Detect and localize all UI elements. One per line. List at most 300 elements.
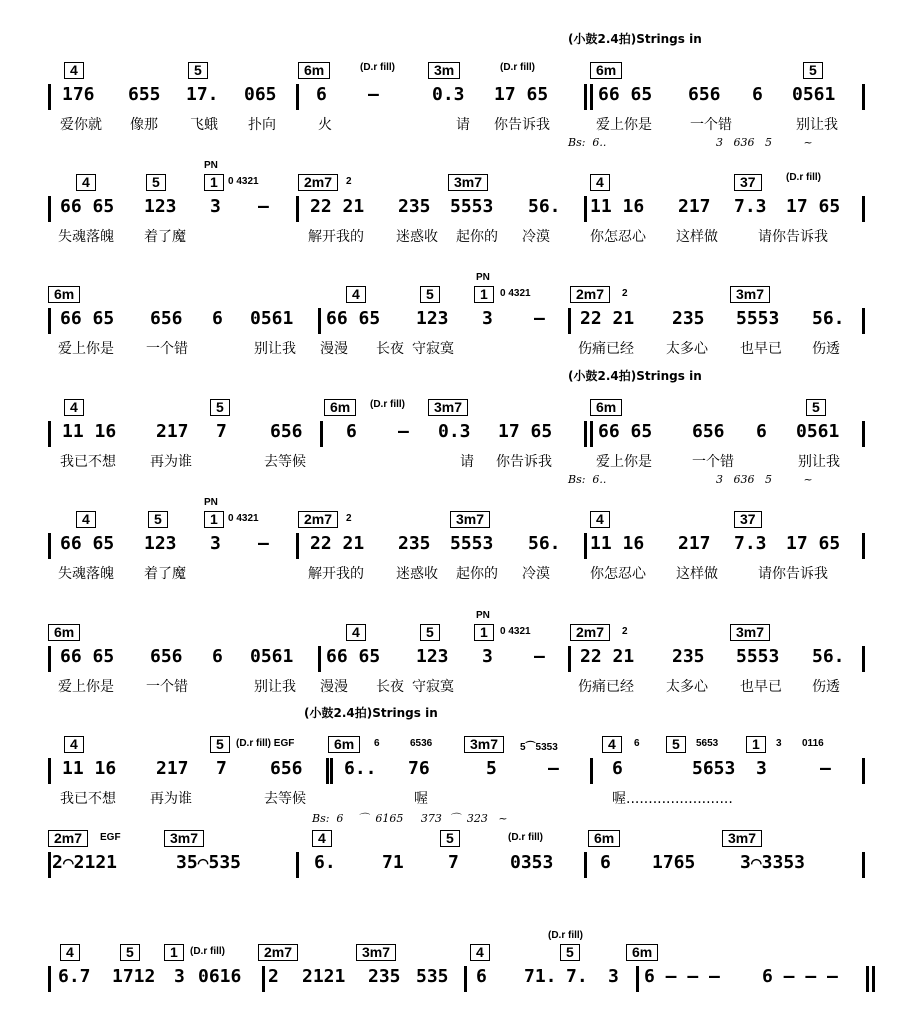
note-group: 6 [476,966,487,987]
lyric: 这样做 [676,229,718,245]
lyric: 守寂寞 [412,679,454,695]
note-group: 7.3 [734,533,767,554]
performance-mark: 2 [622,626,628,637]
bass-line: Bs: 6.. [568,473,607,486]
note-group: 656 [692,421,725,442]
chord-box: 5 [120,944,140,961]
barline [636,966,639,992]
note-group: 217 [678,196,711,217]
note-group: 235 [368,966,401,987]
score-system [0,487,912,587]
score-system [0,262,912,362]
barline [584,533,587,559]
chord-box: 2m7 [298,511,338,528]
chord-box: 4 [64,736,84,753]
note-group: – [258,196,269,217]
lyric: 我已不想 [60,454,116,470]
performance-mark: 2 [346,176,352,187]
note-group: 0561 [250,308,294,329]
chord-box: 6m [590,399,622,416]
chord-box: 4 [590,174,610,191]
note-group: 3 [482,646,493,667]
note-group: 235 [398,196,431,217]
note-row [0,84,912,110]
lyric: 也早已 [740,679,782,695]
note-group: 6.. [344,758,377,779]
barline [584,852,587,878]
performance-mark: (D.r fill) [370,399,405,410]
note-group: 123 [416,308,449,329]
performance-mark: (D.r fill) [548,930,583,941]
performance-mark: (D.r fill) [508,832,543,843]
note-group: 56. [812,308,845,329]
chord-box: 5 [210,736,230,753]
lyric: 你告诉我 [496,454,552,470]
note-group: 17. [186,84,219,105]
chord-box: 6m [48,624,80,641]
note-group: 7 [216,421,227,442]
note-group: 123 [144,196,177,217]
bass-line: 3 636 5 ~ [716,136,813,149]
barline [318,646,321,672]
lyric: 也早已 [740,341,782,357]
barline [296,196,299,222]
chord-box: 1 [204,511,224,528]
chord-box: 4 [64,399,84,416]
chord-box: 4 [602,736,622,753]
score-system [0,600,912,700]
barline [296,533,299,559]
lyric: 别让我 [798,454,840,470]
note-group: 22 21 [310,196,365,217]
note-group: 1712 [112,966,156,987]
note-group: 3 [756,758,767,779]
note-group: – [820,758,831,779]
barline [296,84,299,110]
note-group: 17 65 [786,533,841,554]
chord-box: 3m7 [428,399,468,416]
performance-mark: EGF [100,832,121,843]
barline [862,421,865,447]
chord-box: 3m7 [448,174,488,191]
note-row [0,308,912,334]
chord-box: 4 [60,944,80,961]
note-group: 7.3 [734,196,767,217]
note-group: 3 [210,533,221,554]
lyric: 去等候 [264,791,306,807]
note-group: 66 65 [60,646,115,667]
note-group: 3 [608,966,619,987]
lyric: 请你告诉我 [758,566,828,582]
chord-box: 5 [440,830,460,847]
note-group: 76 [408,758,430,779]
chord-box: 4 [346,286,366,303]
performance-mark: PN [476,610,490,621]
chord-box: 2m7 [570,624,610,641]
note-group: 5653 [692,758,736,779]
chord-box: 2m7 [48,830,88,847]
note-group: 0353 [510,852,554,873]
note-group: 56. [528,196,561,217]
chord-box: 4 [590,511,610,528]
lyric: 别让我 [254,679,296,695]
lyric: 一个错 [146,679,188,695]
note-group: 2 [268,966,279,987]
lyric: 解开我的 [308,566,364,582]
note-group: 66 65 [326,646,381,667]
chord-box: 4 [312,830,332,847]
lyric: 一个错 [146,341,188,357]
chord-box: 6m [626,944,658,961]
note-group: 11 16 [590,533,645,554]
barline [48,308,51,334]
lyric: 扑向 [248,117,276,133]
barline [320,421,323,447]
section-header: (小鼓2.4拍)Strings in [304,706,438,720]
chord-box: 37 [734,174,762,191]
note-group: 6 [346,421,357,442]
note-group: 0616 [198,966,242,987]
note-group: – [548,758,559,779]
chord-box: 4 [76,511,96,528]
chord-box: 6m [590,62,622,79]
lyric: 漫漫 [320,679,348,695]
lyric: 请 [456,117,470,133]
chord-box: 4 [346,624,366,641]
lyric: 漫漫 [320,341,348,357]
note-group: 6 [756,421,767,442]
lyric: 一个错 [692,454,734,470]
note-group: 217 [678,533,711,554]
barline [48,421,51,447]
chord-box: 3m7 [730,286,770,303]
lyric: 再为谁 [150,791,192,807]
note-group: – [368,84,379,105]
barline [590,84,593,110]
note-row [0,533,912,559]
lyric: 你告诉我 [494,117,550,133]
note-group: 35⌒535 [176,852,242,873]
note-group: 17 65 [786,196,841,217]
note-group: – [258,533,269,554]
note-group: 5553 [450,196,494,217]
chord-box: 5 [803,62,823,79]
note-row [0,852,912,878]
bass-line: Bs: 6 ⌒ 6165 373 ⌒ 323 ~ [312,812,508,825]
note-group: 6 [212,646,223,667]
performance-mark: 2 [622,288,628,299]
barline [862,196,865,222]
note-group: 656 [150,646,183,667]
bass-line: 3 636 5 ~ [716,473,813,486]
note-group: 3⌒3353 [740,852,806,873]
chord-box: 5 [210,399,230,416]
lyric: 去等候 [264,454,306,470]
performance-mark: 3 [776,738,782,749]
performance-mark: (D.r fill) [500,62,535,73]
lyric: 请你告诉我 [758,229,828,245]
lyric: 解开我的 [308,229,364,245]
barline [568,646,571,672]
note-group: – [398,421,409,442]
lyric: 太多心 [666,341,708,357]
note-group: – [534,646,545,667]
performance-mark: 0 4321 [500,626,531,637]
note-group: 656 [270,421,303,442]
barline [48,966,51,992]
chord-box: 3m7 [464,736,504,753]
note-row [0,646,912,672]
chord-box: 2m7 [570,286,610,303]
note-group: 6.7 [58,966,91,987]
note-group: 217 [156,421,189,442]
note-group: 6 – – – [644,966,720,987]
chord-box: 6m [328,736,360,753]
note-group: 235 [398,533,431,554]
performance-mark: PN [476,272,490,283]
lyric: 伤痛已经 [578,341,634,357]
score-system [0,150,912,250]
note-group: 0561 [796,421,840,442]
note-group: 66 65 [598,84,653,105]
note-group: 17 65 [494,84,549,105]
lyric: 着了魔 [144,229,186,245]
performance-mark: (D.r fill) [786,172,821,183]
lyric: 再为谁 [150,454,192,470]
note-group: 176 [62,84,95,105]
note-group: 3 [174,966,185,987]
note-group: 2121 [302,966,346,987]
note-group: 655 [128,84,161,105]
score-system [0,706,912,825]
performance-mark: 0 4321 [500,288,531,299]
lyric: 火 [318,117,332,133]
performance-mark: (D.r fill) EGF [236,738,295,749]
lyric: 失魂落魄 [58,229,114,245]
note-group: 6 [212,308,223,329]
lyric: 长夜 [376,341,404,357]
note-group: 2⌒2121 [52,852,118,873]
lyric: 伤透 [812,341,840,357]
chord-box: 5 [806,399,826,416]
chord-box: 3m7 [450,511,490,528]
chord-box: 5 [148,511,168,528]
lyric: 迷惑收 [396,229,438,245]
lyric: 爱上你是 [596,117,652,133]
chord-box: 4 [470,944,490,961]
lyric: 冷漠 [522,566,550,582]
barline [584,421,587,447]
barline [590,758,593,784]
chord-box: 1 [474,286,494,303]
barline [330,758,333,784]
barline [862,308,865,334]
chord-box: 2m7 [298,174,338,191]
chord-box: 5 [560,944,580,961]
lyric: 一个错 [690,117,732,133]
lyric: 飞蛾 [190,117,218,133]
score-system [0,369,912,486]
barline [326,758,329,784]
chord-box: 3m7 [722,830,762,847]
note-group: 6. [314,852,336,873]
score-system [0,806,912,906]
note-group: 235 [672,308,705,329]
lyric: 爱上你是 [58,341,114,357]
lyric: 伤痛已经 [578,679,634,695]
note-group: 66 65 [60,308,115,329]
note-group: 11 16 [590,196,645,217]
chord-box: 6m [298,62,330,79]
performance-mark: 6536 [410,738,433,749]
note-group: 0561 [250,646,294,667]
performance-mark: (D.r fill) [190,946,225,957]
note-group: 535 [416,966,449,987]
performance-mark: 6 [374,738,380,749]
note-group: 71 [382,852,404,873]
performance-mark: 2 [346,513,352,524]
barline [464,966,467,992]
note-group: 22 21 [580,308,635,329]
section-header: (小鼓2.4拍)Strings in [568,32,702,46]
chord-box: 3m7 [164,830,204,847]
lyric: 你怎忍心 [590,566,646,582]
lyric: 喔........................ [612,791,733,807]
chord-box: 5 [666,736,686,753]
lyric: 长夜 [376,679,404,695]
performance-mark: (D.r fill) [360,62,395,73]
note-group: 7 [448,852,459,873]
note-group: 656 [270,758,303,779]
barline [48,533,51,559]
note-group: 3 [482,308,493,329]
performance-mark: 5653 [696,738,719,749]
lyric: 喔 [414,791,428,807]
lyric: 像那 [130,117,158,133]
lyric: 冷漠 [522,229,550,245]
note-group: 235 [672,646,705,667]
performance-mark: 0 4321 [228,513,259,524]
barline [48,196,51,222]
score-system [0,32,912,149]
note-group: 6 [612,758,623,779]
note-group: 217 [156,758,189,779]
performance-mark: PN [204,497,218,508]
note-group: 17 65 [498,421,553,442]
chord-box: 6m [588,830,620,847]
barline [584,196,587,222]
note-group: 66 65 [60,196,115,217]
barline [262,966,265,992]
barline [584,84,587,110]
lyric: 起你的 [456,229,498,245]
lyric: 太多心 [666,679,708,695]
lyric: 起你的 [456,566,498,582]
note-row [0,196,912,222]
lyric: 爱你就 [60,117,102,133]
note-group: 71. [524,966,557,987]
performance-mark: 5⌒5353 [520,742,558,753]
note-group: 1765 [652,852,696,873]
note-row [0,421,912,447]
lyric: 着了魔 [144,566,186,582]
note-group: 656 [688,84,721,105]
chord-box: 2m7 [258,944,298,961]
barline [862,533,865,559]
barline [866,966,869,992]
note-group: 56. [528,533,561,554]
lyric: 别让我 [254,341,296,357]
barline [296,852,299,878]
note-group: 11 16 [62,421,117,442]
note-group: 123 [416,646,449,667]
performance-mark: 0 4321 [228,176,259,187]
lyric: 爱上你是 [596,454,652,470]
note-group: 5 [486,758,497,779]
performance-mark: PN [204,160,218,171]
chord-box: 5 [420,286,440,303]
barline [48,758,51,784]
lyric: 爱上你是 [58,679,114,695]
barline [318,308,321,334]
lyric: 伤透 [812,679,840,695]
note-group: 123 [144,533,177,554]
note-group: 3 [210,196,221,217]
chord-box: 3m [428,62,460,79]
note-group: 6 – – – [762,966,838,987]
chord-box: 4 [64,62,84,79]
note-group: 7 [216,758,227,779]
barline [872,966,875,992]
note-group: 66 65 [326,308,381,329]
note-group: 0.3 [438,421,471,442]
chord-box: 6m [48,286,80,303]
note-group: 5553 [736,646,780,667]
chord-box: 1 [204,174,224,191]
barline [590,421,593,447]
lyric: 这样做 [676,566,718,582]
note-group: 0561 [792,84,836,105]
bass-line: Bs: 6.. [568,136,607,149]
note-group: 66 65 [60,533,115,554]
barline [862,852,865,878]
note-group: 6 [752,84,763,105]
note-group: 6 [316,84,327,105]
note-group: 6 [600,852,611,873]
lyric: 迷惑收 [396,566,438,582]
chord-box: 3m7 [356,944,396,961]
performance-mark: 6 [634,738,640,749]
note-group: 7. [566,966,588,987]
score-system [0,920,912,1020]
note-group: 11 16 [62,758,117,779]
lyric: 守寂寞 [412,341,454,357]
note-group: 56. [812,646,845,667]
note-group: 66 65 [598,421,653,442]
note-group: 5553 [736,308,780,329]
section-header: (小鼓2.4拍)Strings in [568,369,702,383]
note-group: 0.3 [432,84,465,105]
performance-mark: 0116 [802,738,824,749]
chord-box: 37 [734,511,762,528]
note-group: 065 [244,84,277,105]
note-group: – [534,308,545,329]
note-row [0,966,912,992]
barline [48,852,51,878]
chord-box: 4 [76,174,96,191]
lyric: 失魂落魄 [58,566,114,582]
lyric: 你怎忍心 [590,229,646,245]
